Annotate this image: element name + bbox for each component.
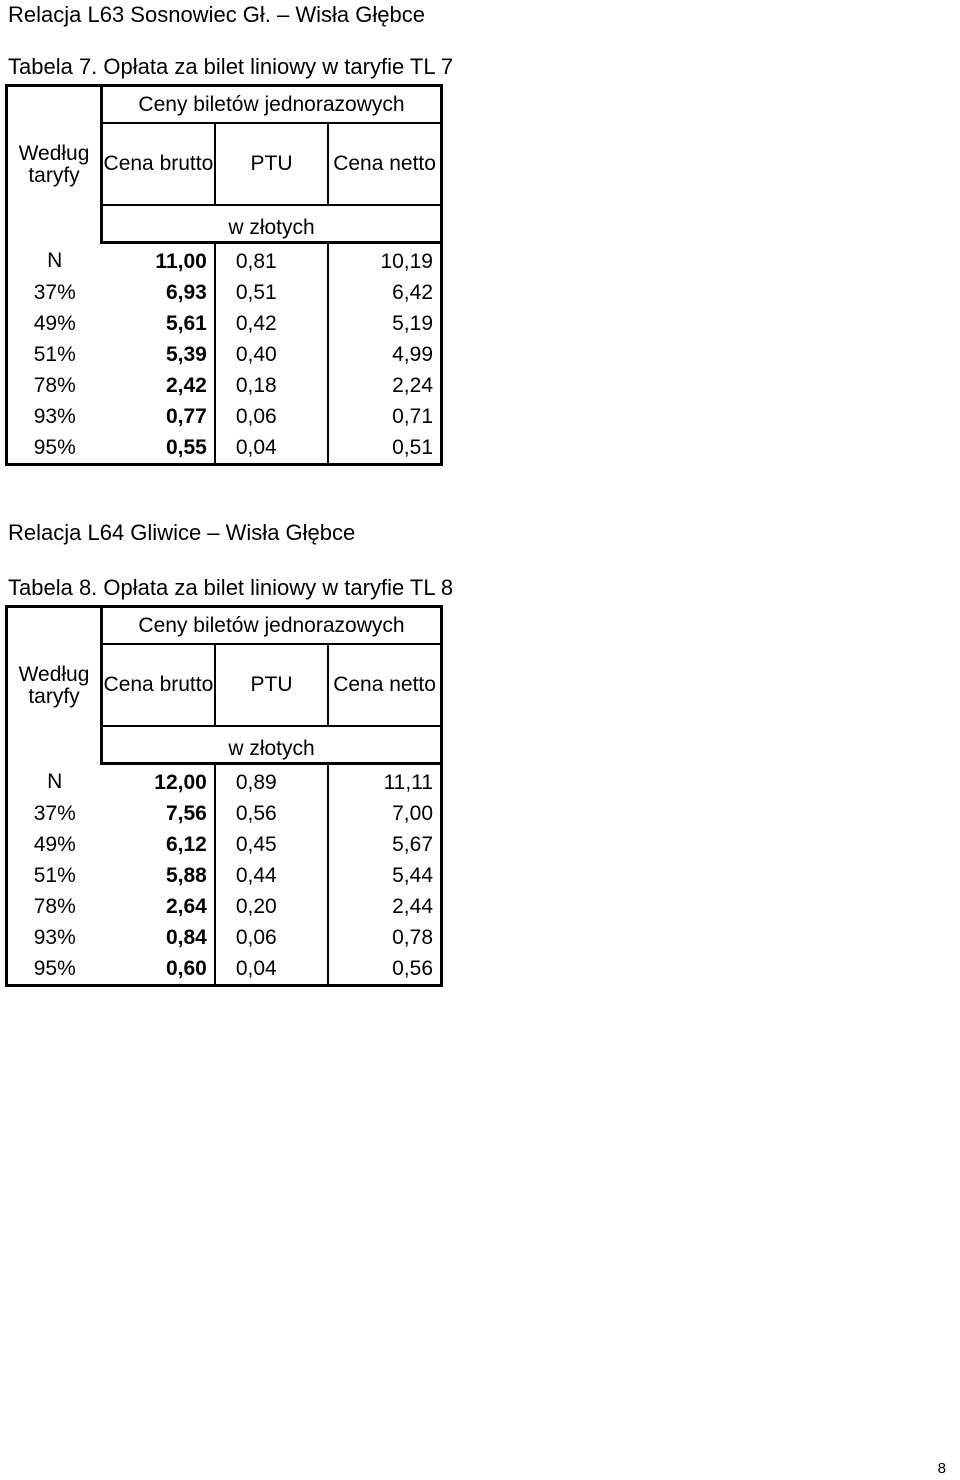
netto-cell: 0,71 — [392, 404, 433, 428]
fare-table-tl8 — [5, 605, 443, 987]
col-header-tariff: Według taryfy — [7, 607, 102, 764]
ptu-cell: 0,89 — [215, 764, 328, 799]
ptu-cell: 0,04 — [215, 432, 328, 465]
ptu-cell: 0,44 — [215, 860, 328, 891]
tariff-cell: N — [47, 248, 63, 272]
ptu-cell: 0,06 — [215, 922, 328, 953]
table-row — [7, 891, 442, 922]
netto-cell: 11,11 — [383, 770, 433, 794]
brutto-cell: 0,60 — [102, 953, 215, 986]
tariff-cell: N — [47, 769, 63, 793]
brutto-cell: 7,56 — [102, 798, 215, 829]
brutto-cell: 6,93 — [102, 277, 215, 308]
col-header-ptu: PTU — [215, 123, 328, 205]
ptu-cell: 0,40 — [215, 339, 328, 370]
brutto-cell: 5,88 — [102, 860, 215, 891]
ptu-cell: 0,18 — [215, 370, 328, 401]
table-row — [7, 764, 442, 799]
tariff-cell: 78% — [33, 373, 76, 397]
group-header: Ceny biletów jednorazowych — [102, 86, 442, 124]
table-row — [7, 432, 442, 465]
ptu-cell: 0,04 — [215, 953, 328, 986]
table-row — [7, 798, 442, 829]
table-row — [7, 401, 442, 432]
tariff-cell: 95% — [33, 435, 76, 459]
table-row — [7, 339, 442, 370]
tariff-cell: 37% — [33, 280, 76, 304]
brutto-cell: 12,00 — [102, 764, 215, 799]
brutto-cell: 2,64 — [102, 891, 215, 922]
fare-table-tl7 — [5, 84, 443, 466]
tariff-cell: 95% — [33, 956, 76, 980]
brutto-cell: 2,42 — [102, 370, 215, 401]
tariff-cell: 78% — [33, 894, 76, 918]
ptu-cell: 0,45 — [215, 829, 328, 860]
brutto-cell: 0,55 — [102, 432, 215, 465]
table-body — [7, 243, 442, 465]
brutto-cell: 6,12 — [102, 829, 215, 860]
ptu-cell: 0,51 — [215, 277, 328, 308]
netto-cell: 5,67 — [392, 832, 433, 856]
unit-label: w złotych — [102, 205, 442, 243]
col-header-netto: Cena netto — [328, 644, 441, 726]
netto-cell: 2,44 — [392, 894, 433, 918]
tariff-cell: 37% — [33, 801, 76, 825]
brutto-cell: 0,77 — [102, 401, 215, 432]
col-header-brutto: Cena brutto — [102, 644, 215, 726]
col-header-tariff: Według taryfy — [7, 86, 102, 243]
netto-cell: 0,51 — [392, 435, 433, 459]
tariff-cell: 49% — [33, 311, 76, 335]
netto-cell: 7,00 — [392, 801, 433, 825]
tariff-cell: 51% — [33, 342, 76, 366]
table-row — [7, 922, 442, 953]
netto-cell: 10,19 — [380, 249, 433, 273]
col-header-netto: Cena netto — [328, 123, 441, 205]
netto-cell: 5,19 — [392, 311, 433, 335]
table-row — [7, 277, 442, 308]
table-row — [7, 308, 442, 339]
unit-label: w złotych — [102, 726, 442, 764]
ptu-cell: 0,06 — [215, 401, 328, 432]
ptu-cell: 0,56 — [215, 798, 328, 829]
page-number: 8 — [937, 1460, 946, 1477]
table-body — [7, 764, 442, 986]
tariff-cell: 51% — [33, 863, 76, 887]
netto-cell: 6,42 — [392, 280, 433, 304]
netto-cell: 0,56 — [392, 956, 433, 980]
section-heading-l64: Relacja L64 Gliwice – Wisła Głębce — [8, 520, 356, 545]
tariff-cell: 49% — [33, 832, 76, 856]
group-header: Ceny biletów jednorazowych — [102, 607, 442, 645]
table-row — [7, 243, 442, 278]
table-row — [7, 829, 442, 860]
netto-cell: 0,78 — [392, 925, 433, 949]
table-caption-7: Tabela 7. Opłata za bilet liniowy w taryfie TL 7 — [8, 54, 454, 79]
col-header-ptu: PTU — [215, 644, 328, 726]
table-row — [7, 860, 442, 891]
col-header-brutto: Cena brutto — [102, 123, 215, 205]
table-row — [7, 370, 442, 401]
netto-cell: 4,99 — [392, 342, 433, 366]
brutto-cell: 11,00 — [102, 243, 215, 278]
tariff-cell: 93% — [33, 404, 76, 428]
ptu-cell: 0,81 — [215, 243, 328, 278]
table-caption-8: Tabela 8. Opłata za bilet liniowy w taryfie TL 8 — [8, 575, 454, 600]
ptu-cell: 0,42 — [215, 308, 328, 339]
netto-cell: 2,24 — [392, 373, 433, 397]
brutto-cell: 5,61 — [102, 308, 215, 339]
netto-cell: 5,44 — [392, 863, 433, 887]
table-row — [7, 953, 442, 986]
section-heading-l63: Relacja L63 Sosnowiec Gł. – Wisła Głębce — [8, 2, 425, 27]
ptu-cell: 0,20 — [215, 891, 328, 922]
tariff-cell: 93% — [33, 925, 76, 949]
brutto-cell: 5,39 — [102, 339, 215, 370]
brutto-cell: 0,84 — [102, 922, 215, 953]
